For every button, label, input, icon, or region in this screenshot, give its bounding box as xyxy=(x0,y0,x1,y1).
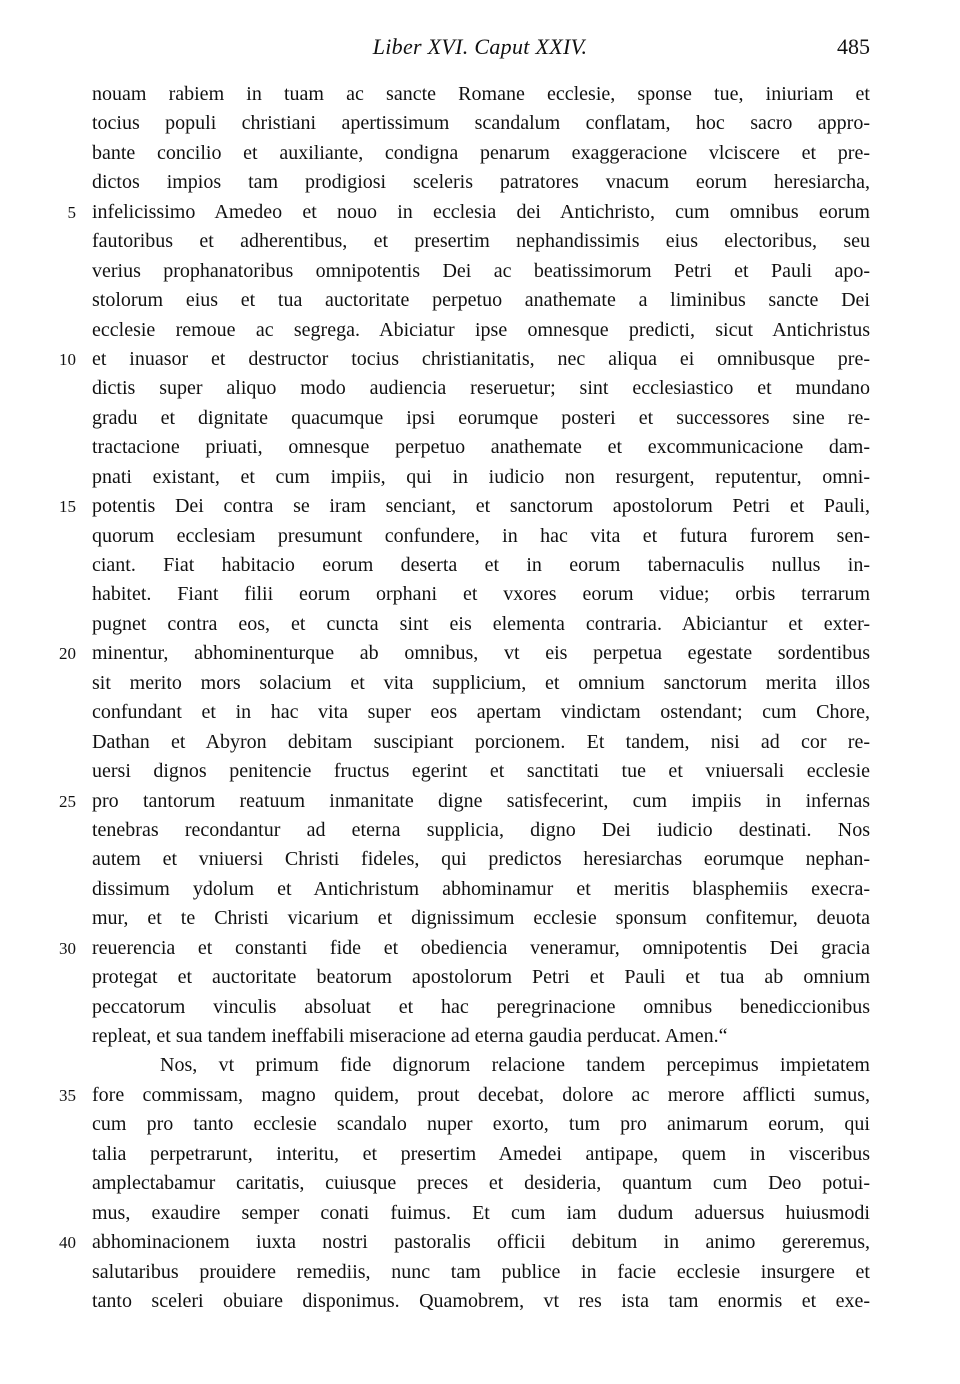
line-text: protegat et auctoritate beatorum apostolorum Petri et Pauli et tua ab omnium xyxy=(92,966,870,989)
line-text: pugnet contra eos, et cuncta sint eis elementa contraria. Abiciantur et exter- xyxy=(92,612,870,635)
text-line xyxy=(92,728,870,757)
line-text: Dathan et Abyron debitam suscipiant porcionem. Et tandem, nisi ad cor re- xyxy=(92,730,870,753)
line-text: abhominacionem iuxta nostri pastoralis officii debitum in animo gereremus, xyxy=(92,1231,870,1254)
text-line xyxy=(92,551,870,580)
page-number: 485 xyxy=(837,34,870,59)
line-text: reuerencia et constanti fide et obediencia veneramur, omnipotentis Dei gracia xyxy=(92,936,870,959)
line-text: amplectabamur caritatis, cuiusque preces et desideria, quantum cum Deo potui- xyxy=(92,1172,870,1195)
line-number: 40 xyxy=(59,1233,76,1253)
text-line xyxy=(92,286,870,315)
line-text: quorum ecclesiam presumunt confundere, in hac vita et futura furorem sen- xyxy=(92,524,870,547)
text-line xyxy=(92,1051,870,1080)
line-text: dictos impios tam prodigiosi sceleris patratores vnacum eorum heresiarcha, xyxy=(92,171,870,194)
text-line xyxy=(59,1081,870,1110)
text-line xyxy=(92,1140,870,1169)
text-line xyxy=(92,904,870,933)
line-number: 30 xyxy=(59,938,76,958)
line-text: tenebras recondantur ad eterna supplicia, digno Dei iudicio destinati. Nos xyxy=(92,818,870,841)
line-text: gradu et dignitate quacumque ipsi eorumque posteri et successores sine re- xyxy=(92,406,870,429)
text-line xyxy=(92,610,870,639)
line-text: fore commissam, magno quidem, prout decebat, dolore ac merore afflicti sumus, xyxy=(92,1083,870,1106)
line-number: 35 xyxy=(59,1085,76,1105)
text-line xyxy=(92,522,870,551)
body-text xyxy=(59,80,870,1316)
text-line xyxy=(92,963,870,992)
text-line xyxy=(67,198,870,227)
text-line xyxy=(92,227,870,256)
line-text: verius prophanatoribus omnipotentis Dei ac beatissimorum Petri et Pauli apo- xyxy=(92,259,870,282)
line-text: dictis super aliquo modo audiencia reseruetur; sint ecclesiastico et mundano xyxy=(92,377,870,400)
line-text: et inuasor et destructor tocius christianitatis, nec aliqua ei omnibusque pre- xyxy=(92,347,870,370)
line-number: 5 xyxy=(67,202,76,222)
text-line xyxy=(92,816,870,845)
line-text: nouam rabiem in tuam ac sancte Romane ecclesie, sponse tue, iniuriam et xyxy=(92,83,870,105)
line-text: peccatorum vinculis absoluat et hac peregrinacione omnibus benediccionibus xyxy=(92,995,870,1018)
line-number: 25 xyxy=(59,791,76,811)
text-line xyxy=(92,433,870,462)
line-number: 10 xyxy=(59,349,76,369)
text-line xyxy=(92,1287,870,1316)
text-line xyxy=(92,1169,870,1198)
text-line xyxy=(92,757,870,786)
line-text: uersi dignos penitencie fructus egerint et sanctitati tue et vniuersali ecclesie xyxy=(92,760,870,783)
line-text: stolorum eius et tua auctoritate perpetuo anathemate a liminibus sancte Dei xyxy=(92,289,870,312)
text-line xyxy=(59,1228,870,1257)
line-number: 15 xyxy=(59,497,76,517)
line-text: ciant. Fiat habitacio eorum deserta et in eorum tabernaculis nullus in- xyxy=(92,554,870,576)
text-line xyxy=(92,404,870,433)
text-line xyxy=(59,345,870,374)
line-text: dissimum ydolum et Antichristum abhominamur et meritis blasphemiis execra- xyxy=(92,877,870,900)
text-line xyxy=(59,787,870,816)
text-line xyxy=(92,1258,870,1287)
text-line xyxy=(92,993,870,1022)
text-line xyxy=(92,374,870,403)
line-number: 20 xyxy=(59,644,76,664)
text-line xyxy=(92,698,870,727)
line-text: bante concilio et auxiliante, condigna penarum exaggeracione vlciscere et pre- xyxy=(92,141,870,164)
text-line xyxy=(92,1199,870,1228)
text-line xyxy=(92,1022,870,1051)
line-text: autem et vniuersi Christi fideles, qui predictos heresiarchas eorumque nephan- xyxy=(92,848,870,871)
line-text: minentur, abhominenturque ab omnibus, vt eis perpetua egestate sordentibus xyxy=(92,642,870,665)
text-line xyxy=(92,463,870,492)
text-line xyxy=(92,580,870,609)
text-line xyxy=(92,257,870,286)
line-text: confundant et in hac vita super eos apertam vindictam ostendant; cum Chore, xyxy=(92,701,870,724)
line-text: pro tantorum reatuum inmanitate digne satisfecerint, cum impiis in infernas xyxy=(92,789,870,812)
line-text: cum pro tanto ecclesie scandalo nuper exorto, tum pro animarum eorum, qui xyxy=(92,1113,870,1136)
text-line xyxy=(92,139,870,168)
text-line xyxy=(59,639,870,668)
line-text: mur, et te Christi vicarium et dignissimum ecclesie sponsum confitemur, deuota xyxy=(92,907,870,930)
text-line xyxy=(92,875,870,904)
text-line xyxy=(92,80,870,109)
line-text: ecclesie remoue ac segrega. Abiciatur ipse omnesque predicti, sicut Antichristus xyxy=(92,318,870,341)
line-text: infelicissimo Amedeo et nouo in ecclesia dei Antichristo, cum omnibus eorum xyxy=(92,200,870,223)
text-line xyxy=(92,316,870,345)
text-line xyxy=(59,934,870,963)
text-line xyxy=(92,168,870,197)
line-text: tanto sceleri obuiare disponimus. Quamobrem, vt res ista tam enormis et exe- xyxy=(92,1289,870,1312)
line-text: habitet. Fiant filii eorum orphani et vxores eorum vidue; orbis terrarum xyxy=(92,583,870,606)
text-line xyxy=(92,1110,870,1139)
line-text: salutaribus prouidere remediis, nunc tam publice in facie ecclesie insurgere et xyxy=(92,1260,870,1283)
line-text: Nos, vt primum fide dignorum relacione tandem percepimus impietatem xyxy=(160,1054,870,1077)
running-title: Liber XVI. Caput XXIV. xyxy=(372,34,588,59)
line-text: talia perpetrarunt, interitu, et presertim Amedei antipape, quem in visceribus xyxy=(92,1142,870,1165)
line-text: potentis Dei contra se iram senciant, et sanctorum apostolorum Petri et Pauli, xyxy=(92,495,870,518)
line-text: mus, exaudire semper conati fuimus. Et cum iam dudum aduersus huiusmodi xyxy=(92,1201,870,1224)
line-text: tocius populi christiani apertissimum scandalum conflatam, hoc sacro appro- xyxy=(92,112,870,135)
line-text: pnati existant, et cum impiis, qui in iudicio non resurgent, reputentur, omni- xyxy=(92,465,870,488)
line-text: repleat, et sua tandem ineffabili miseracione ad eterna gaudia perducat. Amen.“ xyxy=(92,1025,728,1047)
text-line xyxy=(59,492,870,521)
text-line xyxy=(92,669,870,698)
line-text: sit merito mors solacium et vita supplicium, et omnium sanctorum merita illos xyxy=(92,671,870,694)
line-text: fautoribus et adherentibus, et presertim nephandissimis eius electoribus, seu xyxy=(92,230,870,253)
text-line xyxy=(92,845,870,874)
line-text: tractacione priuati, omnesque perpetuo anathemate et excommunicacione dam- xyxy=(92,436,870,459)
text-line xyxy=(92,109,870,138)
